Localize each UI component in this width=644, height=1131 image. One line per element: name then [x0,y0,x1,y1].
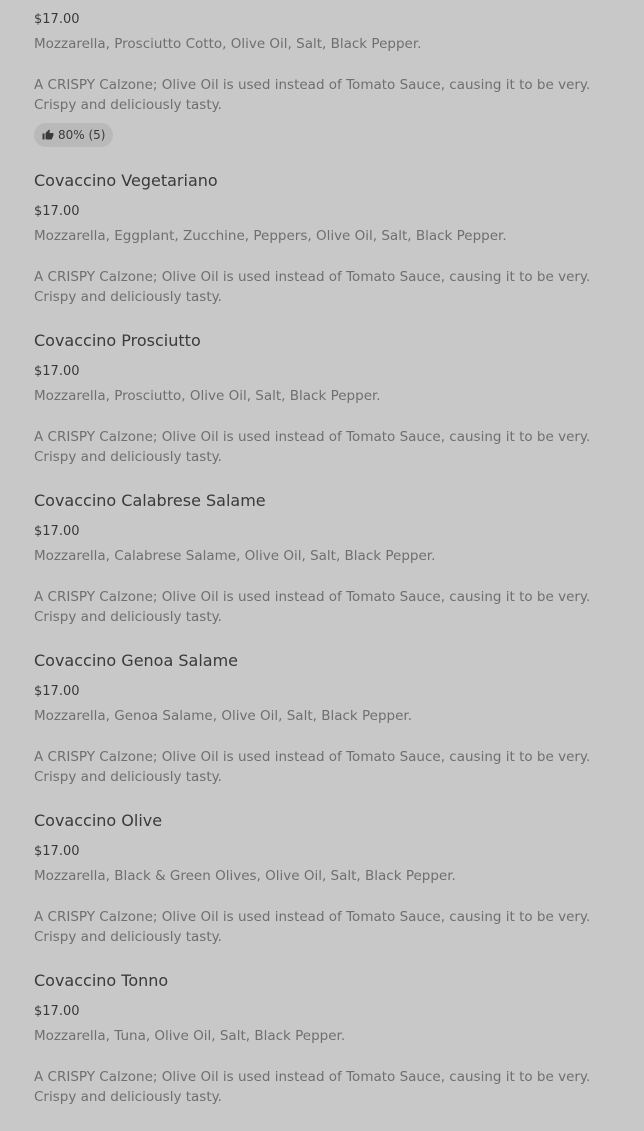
item-description: A CRISPY Calzone; Olive Oil is used instead of Tomato Sauce, causing it to be very. Crispy and deliciously tasty. [34,269,591,305]
menu-item[interactable] [0,491,644,651]
item-description: A CRISPY Calzone; Olive Oil is used instead of Tomato Sauce, causing it to be very. Crispy and deliciously tasty. [34,429,591,465]
item-ingredients: Mozzarella, Prosciutto, Olive Oil, Salt, Black Pepper. [34,388,381,404]
item-price: $17.00 [34,524,80,539]
item-description: A CRISPY Calzone; Olive Oil is used instead of Tomato Sauce, causing it to be very. Crispy and deliciously tasty. [34,77,591,113]
item-price: $17.00 [34,684,80,699]
menu-item[interactable] [0,331,644,491]
item-name[interactable]: Covaccino Genoa Salame [34,651,238,670]
item-description: A CRISPY Calzone; Olive Oil is used instead of Tomato Sauce, causing it to be very. Crispy and deliciously tasty. [34,749,591,785]
item-name[interactable]: Covaccino Olive [34,811,163,830]
item-name[interactable]: Covaccino Prosciutto [34,331,201,350]
item-name[interactable]: Covaccino Calabrese Salame [34,491,266,510]
menu-item[interactable] [0,971,644,1131]
item-ingredients: Mozzarella, Eggplant, Zucchine, Peppers, Olive Oil, Salt, Black Pepper. [34,228,507,244]
rating-badge [34,123,113,147]
item-description: A CRISPY Calzone; Olive Oil is used instead of Tomato Sauce, causing it to be very. Crispy and deliciously tasty. [34,589,591,625]
menu-item[interactable] [0,171,644,331]
thumbs-up-icon [42,129,54,141]
item-ingredients: Mozzarella, Prosciutto Cotto, Olive Oil, Salt, Black Pepper. [34,36,422,52]
menu-item[interactable] [0,651,644,811]
item-price: $17.00 [34,12,80,27]
item-price: $17.00 [34,364,80,379]
item-price: $17.00 [34,844,80,859]
menu-item[interactable] [0,0,644,171]
item-name[interactable]: Covaccino Tonno [34,971,169,990]
menu-item[interactable] [0,811,644,971]
item-description: A CRISPY Calzone; Olive Oil is used instead of Tomato Sauce, causing it to be very. Crispy and deliciously tasty. [34,1069,591,1105]
item-ingredients: Mozzarella, Genoa Salame, Olive Oil, Salt, Black Pepper. [34,708,413,724]
item-name[interactable]: Covaccino Vegetariano [34,171,218,190]
item-description: A CRISPY Calzone; Olive Oil is used instead of Tomato Sauce, causing it to be very. Crispy and deliciously tasty. [34,909,591,945]
item-ingredients: Mozzarella, Calabrese Salame, Olive Oil, Salt, Black Pepper. [34,548,436,564]
item-price: $17.00 [34,1004,80,1019]
rating-value: 80% (5) [58,128,106,142]
item-price: $17.00 [34,204,80,219]
item-ingredients: Mozzarella, Black & Green Olives, Olive Oil, Salt, Black Pepper. [34,868,456,884]
item-ingredients: Mozzarella, Tuna, Olive Oil, Salt, Black Pepper. [34,1028,346,1044]
